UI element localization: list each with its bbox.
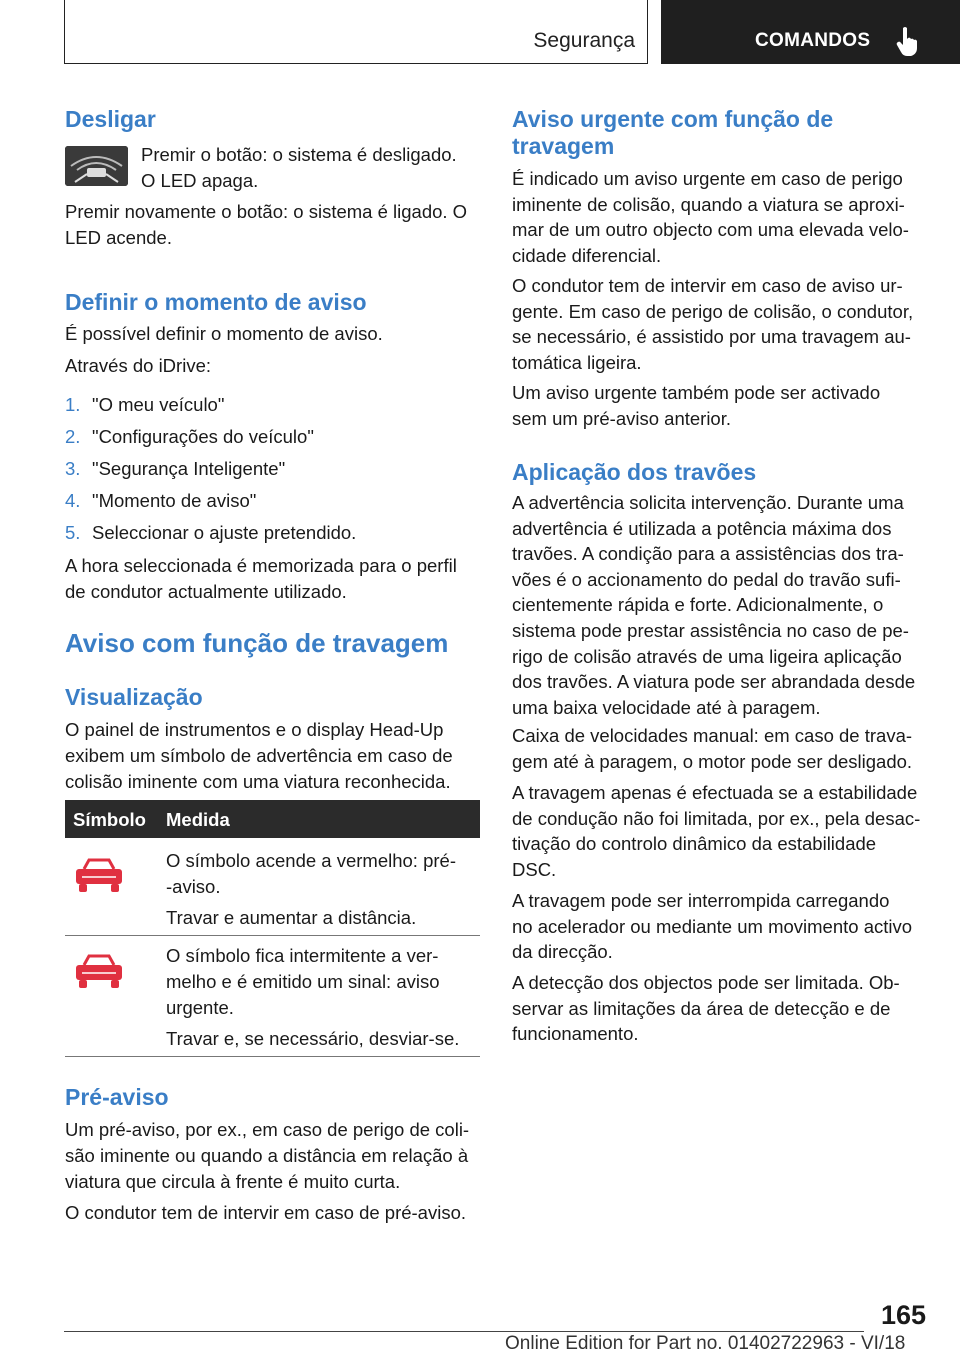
red-car-warning-icon bbox=[74, 953, 124, 991]
paragraph-line: no acelerador ou mediante um movimento activo bbox=[512, 915, 913, 937]
paragraph-line: uma baixa velocidade até à paragem. bbox=[512, 696, 821, 718]
aviso-l1: O painel de instrumentos e o display Head-Up bbox=[65, 719, 444, 740]
paragraph-line: de condução não foi limitada, por ex., pela desac- bbox=[512, 807, 921, 829]
paragraph-line: servar as limitações da área de detecção e de bbox=[512, 997, 891, 1019]
definir-heading: Definir o momento de aviso bbox=[65, 289, 367, 315]
page-number: 165 bbox=[881, 1300, 927, 1330]
preaviso-l4: O condutor tem de intervir em caso de pré-aviso. bbox=[65, 1202, 467, 1223]
visualizacao-heading: Visualização bbox=[65, 684, 203, 710]
paragraph-line: vões é o accionamento do pedal do travão sufi- bbox=[512, 568, 901, 590]
red-car-warning-icon bbox=[74, 857, 124, 895]
row2-text-b: melho e é emitido um sinal: aviso bbox=[166, 971, 440, 992]
paragraph-line: É indicado um aviso urgente em caso de perigo bbox=[512, 168, 903, 189]
paragraph-line: cidade diferencial. bbox=[512, 244, 662, 266]
edition-note: Online Edition for Part no. 01402722963 - VI/18 bbox=[505, 1333, 906, 1354]
collision-warning-button-icon bbox=[65, 146, 128, 186]
chapter-title: COMANDOS bbox=[755, 30, 871, 51]
aviso-l2: exibem um símbolo de advertência em caso de bbox=[65, 745, 453, 766]
list-item: 5. Seleccionar o ajuste pretendido. bbox=[65, 522, 357, 543]
list-item: 2. "Configurações do veículo" bbox=[65, 426, 314, 447]
definir-p1: É possível definir o momento de aviso. bbox=[65, 323, 383, 344]
list-item: 4. "Momento de aviso" bbox=[65, 490, 257, 511]
paragraph-line: mar de um outro objecto com uma elevada velo- bbox=[512, 219, 909, 241]
paragraph-line: advertência é utilizada a potência máxima dos bbox=[512, 517, 892, 539]
preaviso-heading: Pré-aviso bbox=[65, 1084, 169, 1110]
row2-text-d: Travar e, se necessário, desviar-se. bbox=[166, 1028, 460, 1049]
paragraph-line: A advertência solicita intervenção. Durante uma bbox=[512, 492, 904, 513]
preaviso-l2: são iminente ou quando a distância em relação à bbox=[65, 1145, 469, 1166]
paragraph-line: cientemente rápida e forte. Adicionalmente, o bbox=[512, 594, 884, 616]
definir-p3b: de condutor actualmente utilizado. bbox=[65, 581, 347, 602]
paragraph-line: dos travões. A viatura pode ser abrandada desde bbox=[512, 671, 916, 693]
preaviso-l1: Um pré-aviso, por ex., em caso de perigo de coli- bbox=[65, 1119, 470, 1140]
paragraph-line: travões. A condição para a assistências dos tra- bbox=[512, 543, 904, 565]
paragraph-line: tomática ligeira. bbox=[512, 351, 642, 373]
travoes-heading: Aplicação dos travões bbox=[512, 459, 757, 485]
row2-text-a: O símbolo fica intermitente a ver- bbox=[166, 945, 439, 966]
table-header bbox=[65, 800, 480, 838]
row1-text-a: O símbolo acende a vermelho: pré- bbox=[166, 850, 456, 871]
row2-text-c: urgente. bbox=[166, 997, 234, 1018]
table-divider bbox=[65, 935, 480, 936]
column-action: Medida bbox=[166, 809, 230, 830]
paragraph-line: rigo de colisão através de uma ligeira aplicação bbox=[512, 645, 902, 667]
paragraph-line: O condutor tem de intervir em caso de aviso ur- bbox=[512, 275, 903, 296]
paragraph-line: sistema pode prestar assistência no caso de pe- bbox=[512, 620, 909, 641]
definir-p3a: A hora seleccionada é memorizada para o perfil bbox=[65, 555, 457, 576]
definir-p2: Através do iDrive: bbox=[65, 355, 211, 376]
urgente-heading-2: travagem bbox=[512, 133, 615, 159]
paragraph-line: A detecção dos objectos pode ser limitada. Ob- bbox=[512, 972, 900, 993]
paragraph-line: tivação do controlo dinâmico da estabilidade bbox=[512, 833, 877, 855]
desligar-line2: O LED apaga. bbox=[141, 170, 259, 191]
aviso-title: Aviso com função de travagem bbox=[65, 628, 449, 658]
footer-divider bbox=[64, 1331, 864, 1332]
paragraph-line: iminente de colisão, quando a viatura se aproxi- bbox=[512, 193, 905, 215]
table-divider bbox=[65, 1056, 480, 1057]
column-symbol: Símbolo bbox=[73, 809, 146, 830]
section-title: Segurança bbox=[533, 29, 635, 52]
paragraph-line: DSC. bbox=[512, 858, 557, 880]
desligar-p2: LED acende. bbox=[65, 227, 172, 248]
list-item: 1. "O meu veículo" bbox=[65, 394, 225, 415]
list-item: 3. "Segurança Inteligente" bbox=[65, 458, 286, 479]
preaviso-l3: viatura que circula à frente é muito curta. bbox=[65, 1171, 401, 1192]
aviso-l3: colisão iminente com uma viatura reconhecida. bbox=[65, 771, 451, 792]
paragraph-line: se necessário, é assistido por uma travagem au- bbox=[512, 326, 911, 348]
hand-pointer-icon bbox=[895, 26, 921, 56]
paragraph-line: sem um pré-aviso anterior. bbox=[512, 407, 732, 429]
paragraph-line: funcionamento. bbox=[512, 1023, 639, 1045]
row1-text-b: -aviso. bbox=[166, 876, 221, 897]
paragraph-line: Um aviso urgente também pode ser activado bbox=[512, 382, 881, 403]
paragraph-line: da direcção. bbox=[512, 941, 613, 963]
paragraph-line: Caixa de velocidades manual: em caso de trava- bbox=[512, 725, 913, 746]
chapter-tab bbox=[661, 0, 960, 64]
desligar-p1: Premir novamente o botão: o sistema é ligado. O bbox=[65, 201, 468, 222]
section-tab bbox=[64, 0, 648, 64]
paragraph-line: A travagem pode ser interrompida carregando bbox=[512, 890, 890, 911]
desligar-heading: Desligar bbox=[65, 106, 156, 132]
row1-text-c: Travar e aumentar a distância. bbox=[166, 907, 417, 928]
paragraph-line: gente. Em caso de perigo de colisão, o condutor, bbox=[512, 300, 914, 322]
paragraph-line: gem até à paragem, o motor pode ser desligado. bbox=[512, 750, 913, 772]
desligar-line1: Premir o botão: o sistema é desligado. bbox=[141, 144, 457, 165]
urgente-heading-1: Aviso urgente com função de bbox=[512, 106, 834, 132]
paragraph-line: A travagem apenas é efectuada se a estabilidade bbox=[512, 782, 918, 803]
